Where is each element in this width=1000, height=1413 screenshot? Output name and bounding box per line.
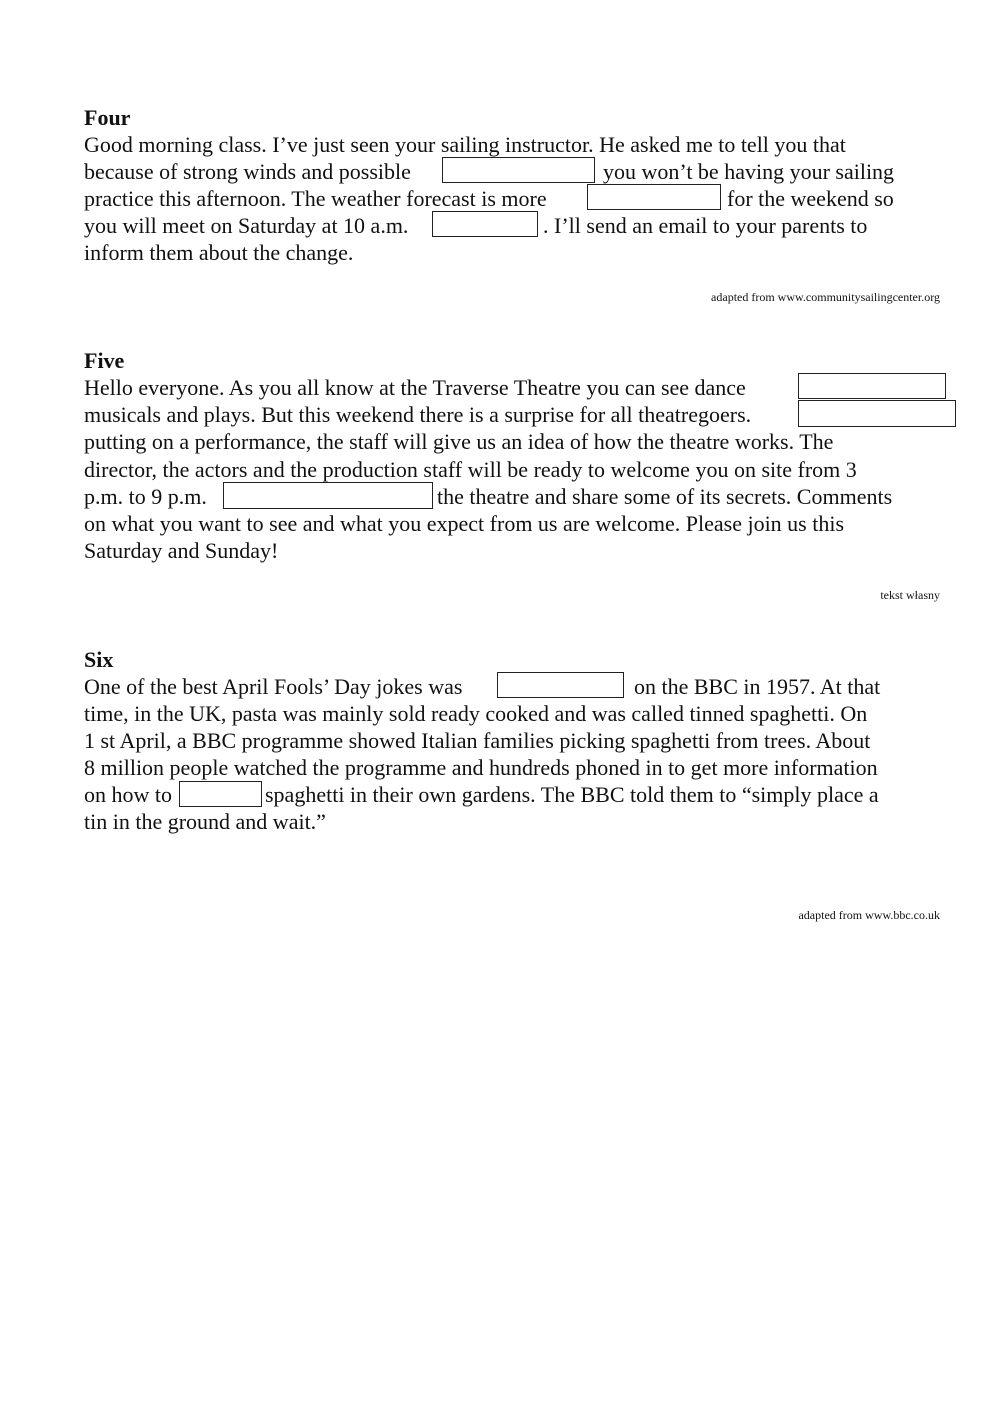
blank-input-2[interactable]	[587, 184, 721, 210]
section-five-line-1: Hello everyone. As you all know at the Traverse Theatre you can see dance	[84, 375, 746, 400]
section-five-line-3: putting on a performance, the staff will give us an idea of how the theatre works. The	[84, 429, 834, 454]
section-six-line-3: 1 st April, a BBC programme showed Italian families picking spaghetti from trees. About	[84, 728, 871, 753]
section-five-line-5a: p.m. to 9 p.m.	[84, 484, 207, 509]
section-five-line-4: director, the actors and the production staff will be ready to welcome you on site from 3	[84, 457, 857, 482]
section-four-line-2a: because of strong winds and possible	[84, 159, 411, 184]
section-five-line-5b: the theatre and share some of its secrets. Comments	[437, 484, 893, 509]
section-four-line-1: Good morning class. I’ve just seen your sailing instructor. He asked me to tell you that	[84, 132, 846, 157]
section-heading-six: Six	[84, 647, 114, 672]
section-six-line-1a: One of the best April Fools’ Day jokes was	[84, 674, 463, 699]
section-six-line-1b: on the BBC in 1957. At that	[634, 674, 881, 699]
section-four-line-3a: practice this afternoon. The weather forecast is more	[84, 186, 547, 211]
blank-input-1[interactable]	[442, 157, 595, 183]
blank-input-6[interactable]	[223, 482, 433, 509]
section-six-line-5b: spaghetti in their own gardens. The BBC told them to “simply place a	[265, 782, 879, 807]
section-four-line-2b: you won’t be having your sailing	[603, 159, 895, 184]
section-heading-four: Four	[84, 105, 131, 130]
section-five-line-7: Saturday and Sunday!	[84, 538, 279, 563]
section-four-line-4b: . I’ll send an email to your parents to	[543, 213, 868, 238]
blank-input-5[interactable]	[798, 400, 956, 427]
blank-input-7[interactable]	[497, 672, 624, 698]
section-heading-five: Five	[84, 348, 125, 373]
section-four-line-3b: for the weekend so	[727, 186, 894, 211]
section-six-line-6: tin in the ground and wait.”	[84, 809, 326, 834]
blank-input-8[interactable]	[179, 781, 262, 807]
source-citation-six: adapted from www.bbc.co.uk	[798, 908, 940, 922]
blank-input-4[interactable]	[798, 373, 946, 399]
source-citation-four: adapted from www.communitysailingcenter.org	[711, 290, 940, 304]
section-six-line-4: 8 million people watched the programme and hundreds phoned in to get more information	[84, 755, 878, 780]
section-five-line-6: on what you want to see and what you expect from us are welcome. Please join us this	[84, 511, 845, 536]
section-five-line-2: musicals and plays. But this weekend there is a surprise for all theatregoers.	[84, 402, 752, 427]
section-six-line-5a: on how to	[84, 782, 172, 807]
blank-input-3[interactable]	[432, 211, 538, 237]
section-four-line-5: inform them about the change.	[84, 240, 354, 265]
section-six-line-2: time, in the UK, pasta was mainly sold ready cooked and was called tinned spaghetti. On	[84, 701, 868, 726]
section-four-line-4a: you will meet on Saturday at 10 a.m.	[84, 213, 409, 238]
source-citation-five: tekst własny	[880, 588, 940, 602]
